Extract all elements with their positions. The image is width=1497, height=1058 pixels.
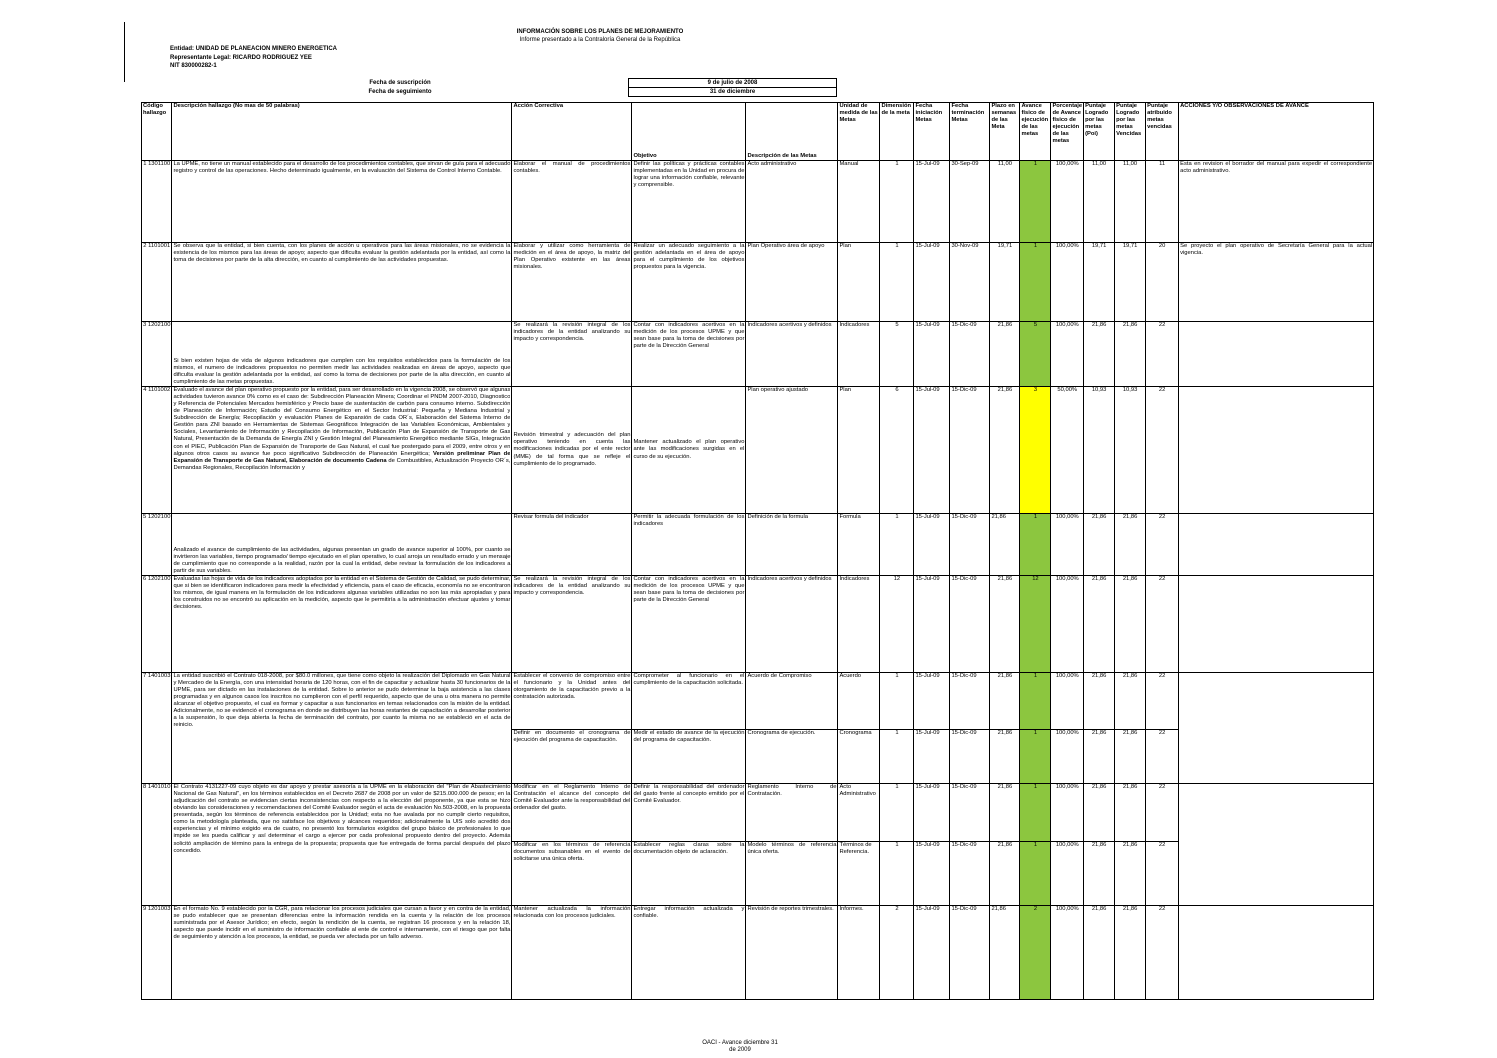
col-accion: Acción Correctiva <box>512 103 632 161</box>
row-goal: Plan Operativo área de apoyo <box>746 243 838 322</box>
row-goal: Acto administrativo <box>746 161 838 243</box>
row-pl: 21,86 <box>1084 842 1115 906</box>
row-pct: 100,00% <box>1051 784 1084 842</box>
row-dimension: 6 <box>880 387 914 514</box>
row-code <box>142 161 172 243</box>
row-goal: Reglamento Interno de Contratación. <box>746 784 838 842</box>
row-unit: Indicadores <box>838 576 880 673</box>
followup-label: Fecha de seguimiento <box>368 89 432 95</box>
row-start: 15-Jul-09 <box>914 784 950 842</box>
row-observations <box>1179 387 1374 514</box>
row-pa: 20 <box>1146 243 1179 322</box>
report-subtitle: Informe presentado a la Contraloría General de la República <box>519 37 681 43</box>
row-number: 6 <box>143 576 147 582</box>
row-avance: 12 <box>1020 576 1051 673</box>
row-unit: Informes. <box>838 906 880 1000</box>
row-dimension: 12 <box>880 576 914 673</box>
row-avance: 1 <box>1020 514 1051 576</box>
row-objective: Establecer reglas claras sobre la documentación objeto de aclaración. <box>632 842 746 906</box>
row-pct: 100,00% <box>1051 906 1084 1000</box>
row-unit: Plan <box>838 243 880 322</box>
row-description: El Contrato 4131227-09 cuyo objeto es dar apoyo y prestar asesoría a la UPME en la elaboración del "Plan de Abastecimiento Nacional de Gas Natural", en los términos establecidos en el Decreto 2687 de 2008 por un valor de $215.000.000 de pesos; en la adjudicación del contrato se evidencian ciertas inconsistencias con respecto a la elección del proponente, ya que esta se hizo obviando las consideraciones y recomendaciones del Comité Evaluador según el acta de evaluación No.503-2008, en la propuesta presentada, según los términos de referencia establecidos por la Unidad; esta no fue avalada por no cumplir cierto requisitos, como la metodología planteada, que no satisface los objetivos y alcances requeridos; adicionalmente la UIS solo acreditó dos experiencias y el mínimo exigido era de cuatro, no presentó los formularios exigidos del grupo básico de profesionales lo que impide se les pueda calificar y así determinar el cargo a ejercer por cada profesional propuesto dentro del proyecto. Además solicitó ampliación de término para la entrega de la propuesta; propuesta que fue entregada de forma parcial después del plazo concedido. <box>172 784 512 906</box>
row-action: Definir en documento el cronograma de ejecución del programa de capacitación. <box>512 730 632 784</box>
row-number: 8 <box>143 784 147 790</box>
followup-date: 31 de diciembre <box>628 87 837 97</box>
table-row <box>142 243 1374 322</box>
col-codigo: Código hallazgo <box>142 103 172 161</box>
row-code <box>142 673 172 784</box>
row-pl: 21,86 <box>1084 576 1115 673</box>
row-pct: 100,00% <box>1051 730 1084 784</box>
row-pv: 19,71 <box>1115 243 1146 322</box>
row-number: 5 <box>143 514 147 520</box>
row-pl: 21,86 <box>1084 730 1115 784</box>
table-row <box>142 161 1374 243</box>
col-descripcion: Descripción hallazgo (No mas de 50 palabras) <box>172 103 512 161</box>
row-avance: 5 <box>1020 322 1051 387</box>
row-unit: Términos de Referencia. <box>838 842 880 906</box>
row-observations: Esta en revision el borrador del manual para expedir el correspondiente acto administrativo. <box>1179 161 1374 243</box>
table-header-row <box>142 103 1374 161</box>
row-pl: 21,86 <box>1084 514 1115 576</box>
table-row <box>142 673 1374 730</box>
row-objective: Mantener actualizado el plan operativo ante las modificaciones surgidas en el curso de su ejecución. <box>632 387 746 514</box>
row-avance: 1 <box>1020 243 1051 322</box>
row-end: 15-Dic-09 <box>950 387 990 514</box>
row-observations <box>1179 576 1374 673</box>
row-code-value: 1202100 <box>147 514 171 520</box>
col-acciones: ACCIONES Y/O OBSERVACIONES DE AVANCE <box>1179 103 1374 161</box>
row-avance: 1 <box>1020 842 1051 906</box>
row-dimension: 1 <box>880 673 914 730</box>
row-number: 1 <box>143 161 147 167</box>
row-description: En el formato No. 9 establecido por la CGR, para relacionar los procesos judiciales que cursan a favor y en contra de la entidad, se pudo establecer que se presentan diferencias entre la información rendida en la cuenta y la relación de los procesos suministrada por el Asesor Jurídico; en efecto, según la rendición de la cuenta, se registran 16 procesos y en la relación 18, aspecto que puede incidir en el suministro de información confiable al ente de control e internamente, con el riesgo que por falta de seguimiento y atención a los procesos, la entidad, se pueda ver afectada por un fallo adverso. <box>172 906 512 1000</box>
row-code-value: 1202100 <box>147 322 171 328</box>
row-pct: 100,00% <box>1051 322 1084 387</box>
row-pv: 21,86 <box>1115 730 1146 784</box>
row-dimension: 1 <box>880 842 914 906</box>
row-pa: 22 <box>1146 906 1179 1000</box>
row-plazo: 21,86 <box>990 842 1020 906</box>
col-avance: Avance físico de ejecución de las metas <box>1020 103 1051 161</box>
row-pa: 22 <box>1146 322 1179 387</box>
row-goal: Indicadores acertivos y definidos <box>746 322 838 387</box>
row-dimension: 1 <box>880 730 914 784</box>
row-avance: 2 <box>1020 906 1051 1000</box>
row-plazo: 21,86 <box>990 906 1020 1000</box>
row-avance: 1 <box>1020 161 1051 243</box>
row-pv: 21,86 <box>1115 322 1146 387</box>
table-row <box>142 576 1374 673</box>
report-title: INFORMACIÓN SOBRE LOS PLANES DE MEJORAMIENTO <box>516 29 684 35</box>
row-unit: Acto Administrativo <box>838 784 880 842</box>
row-action: Mantener actualizada la información relacionada con los procesos judiciales. <box>512 906 632 1000</box>
row-description <box>172 387 512 514</box>
row-number: 9 <box>143 906 147 912</box>
row-start: 15-Jul-09 <box>914 842 950 906</box>
row-plazo: 21,86 <box>990 514 1020 576</box>
row-objective: Definir las políticas y prácticas contables implementadas en la Unidad en procura de lograr una información confiable, relevante y comprensible. <box>632 161 746 243</box>
col-plazo: Plazo en semanas de las Meta <box>990 103 1020 161</box>
row-unit: Plan <box>838 387 880 514</box>
row-objective: Realizar un adecuado seguimiento a la gestión adelantada en el área de apoyo para el cumplimiento de los objetivos propuestos para la vigencia. <box>632 243 746 322</box>
row-plazo: 21,86 <box>990 576 1020 673</box>
row-pv: 21,86 <box>1115 514 1146 576</box>
row-action: Revisión trimestral y adecuación del plan operativo teniendo en cuenta las modificaciones indicadas por el ente rector (MME) de tal forma que se refleje el cumplimiento de lo programado. <box>512 387 632 514</box>
row-description-text: Evaluado el avance del plan operativo propuesto por la entidad, para ser desarrollado en la vigencia 2008, se observó que algunas actividades tuvieron avance 0% como es el caso de: Subdirección Planeación Minera; Coordinar el PNDM 2007-2010, Diagnostico y Referencia de Potenciales Mercados hemisférico y Precio base de sustentación de carbón para consumo interno. Subdirección de Planeación de Información; Estudio del Consumo Energético en el Sector Industrial: Pequeña y Mediana Industrial y Subdirección de Energía; Recopilación y evaluación Planes de Expansión de cada OR´s, Elaboración del Sistema Interno de Gestión para ZNI basado en Herramientas de Sistemas Geográficos Integración de las Variables Económicas, Ambientales y Sociales, Levantamiento de Información y Recopilación de Información, Publicación Plan de Expansión de Transporte de Gas Natural, Presentación de la Demanda de Energía ZNI y Gestión Integral del Planeamiento Energético mediante SIGs, Integración con el PIEC, Publicación Plan de Expansión de Transporte de Gas Natural, el cual fue postergado para el 2009, entre otros y en algunos otros casos su avance fue poco significativo Subdirección de Planeación Energética; <box>173 387 511 457</box>
row-avance: 1 <box>1020 730 1051 784</box>
row-pv: 21,86 <box>1115 784 1146 842</box>
col-puntaje-vencidas: Puntaje Logrado por las metas Vencidas <box>1115 103 1146 161</box>
col-puntaje-logrado: Puntaje Logrado por las metas (Poi) <box>1084 103 1115 161</box>
row-code-value: 1401010 <box>147 784 171 790</box>
row-pa: 22 <box>1146 842 1179 906</box>
col-objetivo: Objetivo <box>632 103 746 161</box>
row-plazo: 21,86 <box>990 322 1020 387</box>
row-action: Se realizará la revisión integral de los indicadores de la entidad analizando su impacto y correspondencia. <box>512 322 632 387</box>
row-end: 15-Dic-09 <box>950 322 990 387</box>
row-action: Revisar formula del indicador <box>512 514 632 576</box>
row-avance: 1 <box>1020 784 1051 842</box>
col-fecha-fin: Fecha terminación Metas <box>950 103 990 161</box>
row-start: 15-Jul-09 <box>914 322 950 387</box>
row-pl: 21,86 <box>1084 784 1115 842</box>
row-start: 15-Jul-09 <box>914 161 950 243</box>
row-description: La UPME, no tiene un manual establecido para el desarrollo de los procedimientos contables, que sirvan de guía para el adecuado registro y control de las operaciones. Hecho determinado igualmente, en la evaluación del Sistema de Control Interno Contable. <box>172 161 512 243</box>
row-code <box>142 784 172 906</box>
nit-line: NIT 830000282-1 <box>170 63 217 69</box>
row-action: Modificar en el Reglamento Interno de Contratación el alcance del concepto del Comité Evaluador ante la responsabilidad del ordenador del gasto. <box>512 784 632 842</box>
row-start: 15-Jul-09 <box>914 673 950 730</box>
row-objective: Comprometer al funcionario en el cumplimiento de la capacitación solicitada. <box>632 673 746 730</box>
row-pl: 21,86 <box>1084 906 1115 1000</box>
row-end: 30-Nov-09 <box>950 243 990 322</box>
subscription-label: Fecha de suscripción <box>369 80 431 86</box>
row-code <box>142 243 172 322</box>
row-observations <box>1179 673 1374 784</box>
row-pa: 22 <box>1146 387 1179 514</box>
row-pl: 10,93 <box>1084 387 1115 514</box>
row-start: 15-Jul-09 <box>914 906 950 1000</box>
row-pct: 100,00% <box>1051 673 1084 730</box>
row-pv: 11,00 <box>1115 161 1146 243</box>
row-start: 15-Jul-09 <box>914 243 950 322</box>
row-pv: 10,93 <box>1115 387 1146 514</box>
row-end: 15-Dic-09 <box>950 784 990 842</box>
row-unit: Cronograma <box>838 730 880 784</box>
row-code <box>142 576 172 673</box>
row-observations <box>1179 514 1374 576</box>
row-plazo: 19,71 <box>990 243 1020 322</box>
row-pct: 100,00% <box>1051 243 1084 322</box>
row-objective: Entregar información actualizada y confiable. <box>632 906 746 1000</box>
row-pct: 100,00% <box>1051 842 1084 906</box>
row-dimension: 1 <box>880 784 914 842</box>
row-objective: Definir la responsabilidad del ordenador del gasto frente al concepto emitido por el Comité Evaluador. <box>632 784 746 842</box>
row-pa: 11 <box>1146 161 1179 243</box>
row-goal: Definición de la formula <box>746 514 838 576</box>
row-pct: 100,00% <box>1051 514 1084 576</box>
row-end: 15-Dic-09 <box>950 514 990 576</box>
row-dimension: 1 <box>880 161 914 243</box>
row-dimension: 1 <box>880 514 914 576</box>
entity-line: Entidad: UNIDAD DE PLANEACION MINERO ENERGETICA <box>170 46 338 52</box>
row-plazo: 21,86 <box>990 730 1020 784</box>
row-code <box>142 322 172 387</box>
row-plazo: 21,86 <box>990 784 1020 842</box>
col-desc-metas: Descripción de las Metas <box>746 103 838 161</box>
row-observations <box>1179 322 1374 387</box>
row-pv: 21,86 <box>1115 673 1146 730</box>
col-puntaje-atribuido: Puntaje atribuido metas vencidas <box>1146 103 1179 161</box>
row-start: 15-Jul-09 <box>914 730 950 784</box>
row-description: La entidad suscribió el Contrato 018-2008, por $80.0 millones, que tiene como objeto la realización del Diplomado en Gas Natural y Mercadeo de la Energía, con una intensidad horaria de 120 horas, con el fin de capacitar y actualizar hasta 30 funcionarios de la UPME, para ser dictado en las instalaciones de la entidad. Sobre lo anterior se pudo determinar la baja asistencia a las clases programadas y en algunos casos los inscritos no cumplieron con el perfil requerido, aspecto que de una u otra manera no permite alcanzar el objetivo propuesto, el cual es formar y capacitar a sus funcionarios en temas relacionados con la misión de la entidad. Adicionalmente, no se evidenció el cronograma en donde se distribuyen las horas restantes de capacitación a desarrollar posterior a la suspensión, lo que deja abierta la fecha de terminación del contrato, por cuanto la misma no se estableció en el acta de reinicio. <box>172 673 512 784</box>
row-end: 15-Dic-09 <box>950 906 990 1000</box>
row-objective: Contar con indicadores acertivos en la medición de los procesos UPME y que sean base para la toma de decisiones por parte de la Dirección General <box>632 322 746 387</box>
row-unit: Formula <box>838 514 880 576</box>
row-action: Establecer el convenio de compromiso entre el funcionario y la Unidad antes del otorgamiento de la capacitación previo a la contratación autorizada. <box>512 673 632 730</box>
row-objective: Contar con indicadores acertivos en la medición de los procesos UPME y que sean base para la toma de decisiones por parte de la Dirección General <box>632 576 746 673</box>
col-fecha-ini: Fecha iniciación Metas <box>914 103 950 161</box>
row-start: 15-Jul-09 <box>914 514 950 576</box>
row-code <box>142 906 172 1000</box>
row-objective: Medir el estado de avance de la ejecución del programa de capacitación. <box>632 730 746 784</box>
row-objective: Permitir la adecuada formulación de los indicadores <box>632 514 746 576</box>
row-code-value: 1201003 <box>147 906 171 912</box>
row-dimension: 1 <box>880 243 914 322</box>
margin-rule <box>124 22 125 82</box>
representative-line: Representante Legal: RICARDO RODRIGUEZ YEE <box>170 55 312 61</box>
page-footer <box>690 1040 790 1054</box>
row-observations <box>1179 906 1374 1000</box>
col-unidad: Unidad de medida de las Metas <box>838 103 880 161</box>
footer-line-1: OACI - Avance diciembre 31 <box>702 1040 778 1046</box>
row-pl: 19,71 <box>1084 243 1115 322</box>
row-number: 3 <box>143 322 147 328</box>
row-number: 4 <box>143 387 147 393</box>
row-end: 15-Dic-09 <box>950 730 990 784</box>
row-action: Modificar en los términos de referencia documentos subsanables en el evento de solicitarse una única oferta. <box>512 842 632 906</box>
row-pl: 11,00 <box>1084 161 1115 243</box>
row-code-value: 1101002 <box>148 387 171 393</box>
row-pct: 50,00% <box>1051 387 1084 514</box>
row-number: 2 <box>143 243 147 249</box>
table-row <box>142 514 1374 576</box>
row-action: Elaborar y utilizar como herramienta de medición en el área de apoyo, la matriz del Plan Operativo existente en las áreas misionales. <box>512 243 632 322</box>
col-dimension: Dimensión de la meta <box>880 103 914 161</box>
col-porcentaje: Porcentaje de Avance físico de ejecución de las metas <box>1051 103 1084 161</box>
row-plazo: 21,86 <box>990 673 1020 730</box>
row-goal: Cronograma de ejecución. <box>746 730 838 784</box>
row-description: Analizado el avance de cumplimiento de las actividades, algunas presentan un grado de avance superior al 100%, por cuanto se invirtieron las variables, tiempo programado/ tiempo ejecutado en el plan operativo, lo cual arroja un resultado errado y un mensaje de cumplimiento que no corresponde a la realidad, razón por la cual la entidad, debe revisar la formulación de los indicadores a partir de sus variables. <box>172 514 512 576</box>
table-row <box>142 784 1374 842</box>
row-description: Evaluadas las hojas de vida de los indicadores adoptados por la entidad en el Sistema de Gestión de Calidad, se pudo determinar, que si bien se identificaron indicadores para medir la efectividad y eficiencia, para el caso de eficacia, economía no se encontraron los mismos, de igual manera en la formulación de los indicadores algunas variables utilizadas no son las más apropiadas y para los construidos no se encontró su aplicación en la medición, aspecto que le permitiría a la administración efectuar ajustes y tomar decisiones. <box>172 576 512 673</box>
row-end: 30-Sep-09 <box>950 161 990 243</box>
row-dimension: 2 <box>880 906 914 1000</box>
row-pv: 21,86 <box>1115 576 1146 673</box>
subscription-date: 9 de julio de 2008 <box>628 78 837 88</box>
row-code <box>142 387 172 514</box>
row-pl: 21,86 <box>1084 322 1115 387</box>
row-goal: Revisión de reportes trimestrales. <box>746 906 838 1000</box>
row-goal: Plan operativo ajustado <box>746 387 838 514</box>
row-observations <box>1179 784 1374 906</box>
row-pa: 22 <box>1146 576 1179 673</box>
row-pct: 100,00% <box>1051 161 1084 243</box>
row-code-value: 1202100 <box>147 576 171 582</box>
row-goal: Acuerdo de Compromiso <box>746 673 838 730</box>
row-plazo: 21,86 <box>990 387 1020 514</box>
row-action: Elaborar el manual de procedimientos contables. <box>512 161 632 243</box>
row-pl: 21,86 <box>1084 673 1115 730</box>
row-code-value: 1301100 <box>148 161 171 167</box>
row-unit: Manual <box>838 161 880 243</box>
row-end: 15-Dic-09 <box>950 576 990 673</box>
row-dimension: 5 <box>880 322 914 387</box>
row-pv: 21,86 <box>1115 842 1146 906</box>
row-action: Se realizará la revisión integral de los indicadores de la entidad analizando su impacto y correspondencia. <box>512 576 632 673</box>
row-observations: Se proyecto el plan operativo de Secretaría General para la actual vigencia. <box>1179 243 1374 322</box>
row-start: 15-Jul-09 <box>914 387 950 514</box>
row-description-tail: de Combustibles, Actualización Proyecto OR´s, Demandas Regionales, Recopilación Información y <box>173 457 511 471</box>
improvement-plan-table <box>141 102 1374 1000</box>
row-start: 15-Jul-09 <box>914 576 950 673</box>
row-goal: Indicadores acertivos y definidos <box>746 576 838 673</box>
row-pct: 100,00% <box>1051 576 1084 673</box>
row-pv: 21,86 <box>1115 906 1146 1000</box>
row-description: Se observa que la entidad, si bien cuenta, con los planes de acción u operativos para las áreas misionales, no se evidencia la existencia de los mismos para las áreas de apoyo; aspecto que dificulta evaluar la gestión adelantada por la entidad, así como la toma de decisiones por parte de la alta dirección, en cuanto al cumplimiento de las actividades propuestas. <box>172 243 512 322</box>
row-code-value: 1101001 <box>148 243 171 249</box>
row-pa: 22 <box>1146 514 1179 576</box>
row-pa: 22 <box>1146 784 1179 842</box>
table-row <box>142 906 1374 1000</box>
row-goal: Modelo términos de referencia única oferta. <box>746 842 838 906</box>
table-row <box>142 387 1374 514</box>
row-description: Si bien existen hojas de vida de algunos indicadores que cumplen con los requisitos establecidos para la formulación de los mismos, el numero de indicadores propuestos no permiten medir las actividades realizadas en áreas de apoyo, aspecto que dificulta evaluar la gestión adelantada por la entidad, así como la toma de decisiones por parte de la alta dirección, en cuanto al cumplimiento de las metas propuestas. <box>172 322 512 387</box>
row-unit: Acuerdo <box>838 673 880 730</box>
row-end: 15-Dic-09 <box>950 673 990 730</box>
row-plazo: 11,00 <box>990 161 1020 243</box>
row-code <box>142 514 172 576</box>
footer-line-2: de 2009 <box>729 1047 751 1053</box>
table-row <box>142 322 1374 387</box>
row-description-bold: Versión preliminar Plan de Expansión de Transporte de Gas Natural, Elaboración de documento Cadena <box>173 450 511 464</box>
row-avance: 1 <box>1020 673 1051 730</box>
row-pa: 22 <box>1146 730 1179 784</box>
row-avance: 3 <box>1020 387 1051 514</box>
row-pa: 22 <box>1146 673 1179 730</box>
row-end: 15-Dic-09 <box>950 842 990 906</box>
row-number: 7 <box>143 673 147 679</box>
row-code-value: 1401003 <box>147 673 171 679</box>
row-unit: Indicadores <box>838 322 880 387</box>
